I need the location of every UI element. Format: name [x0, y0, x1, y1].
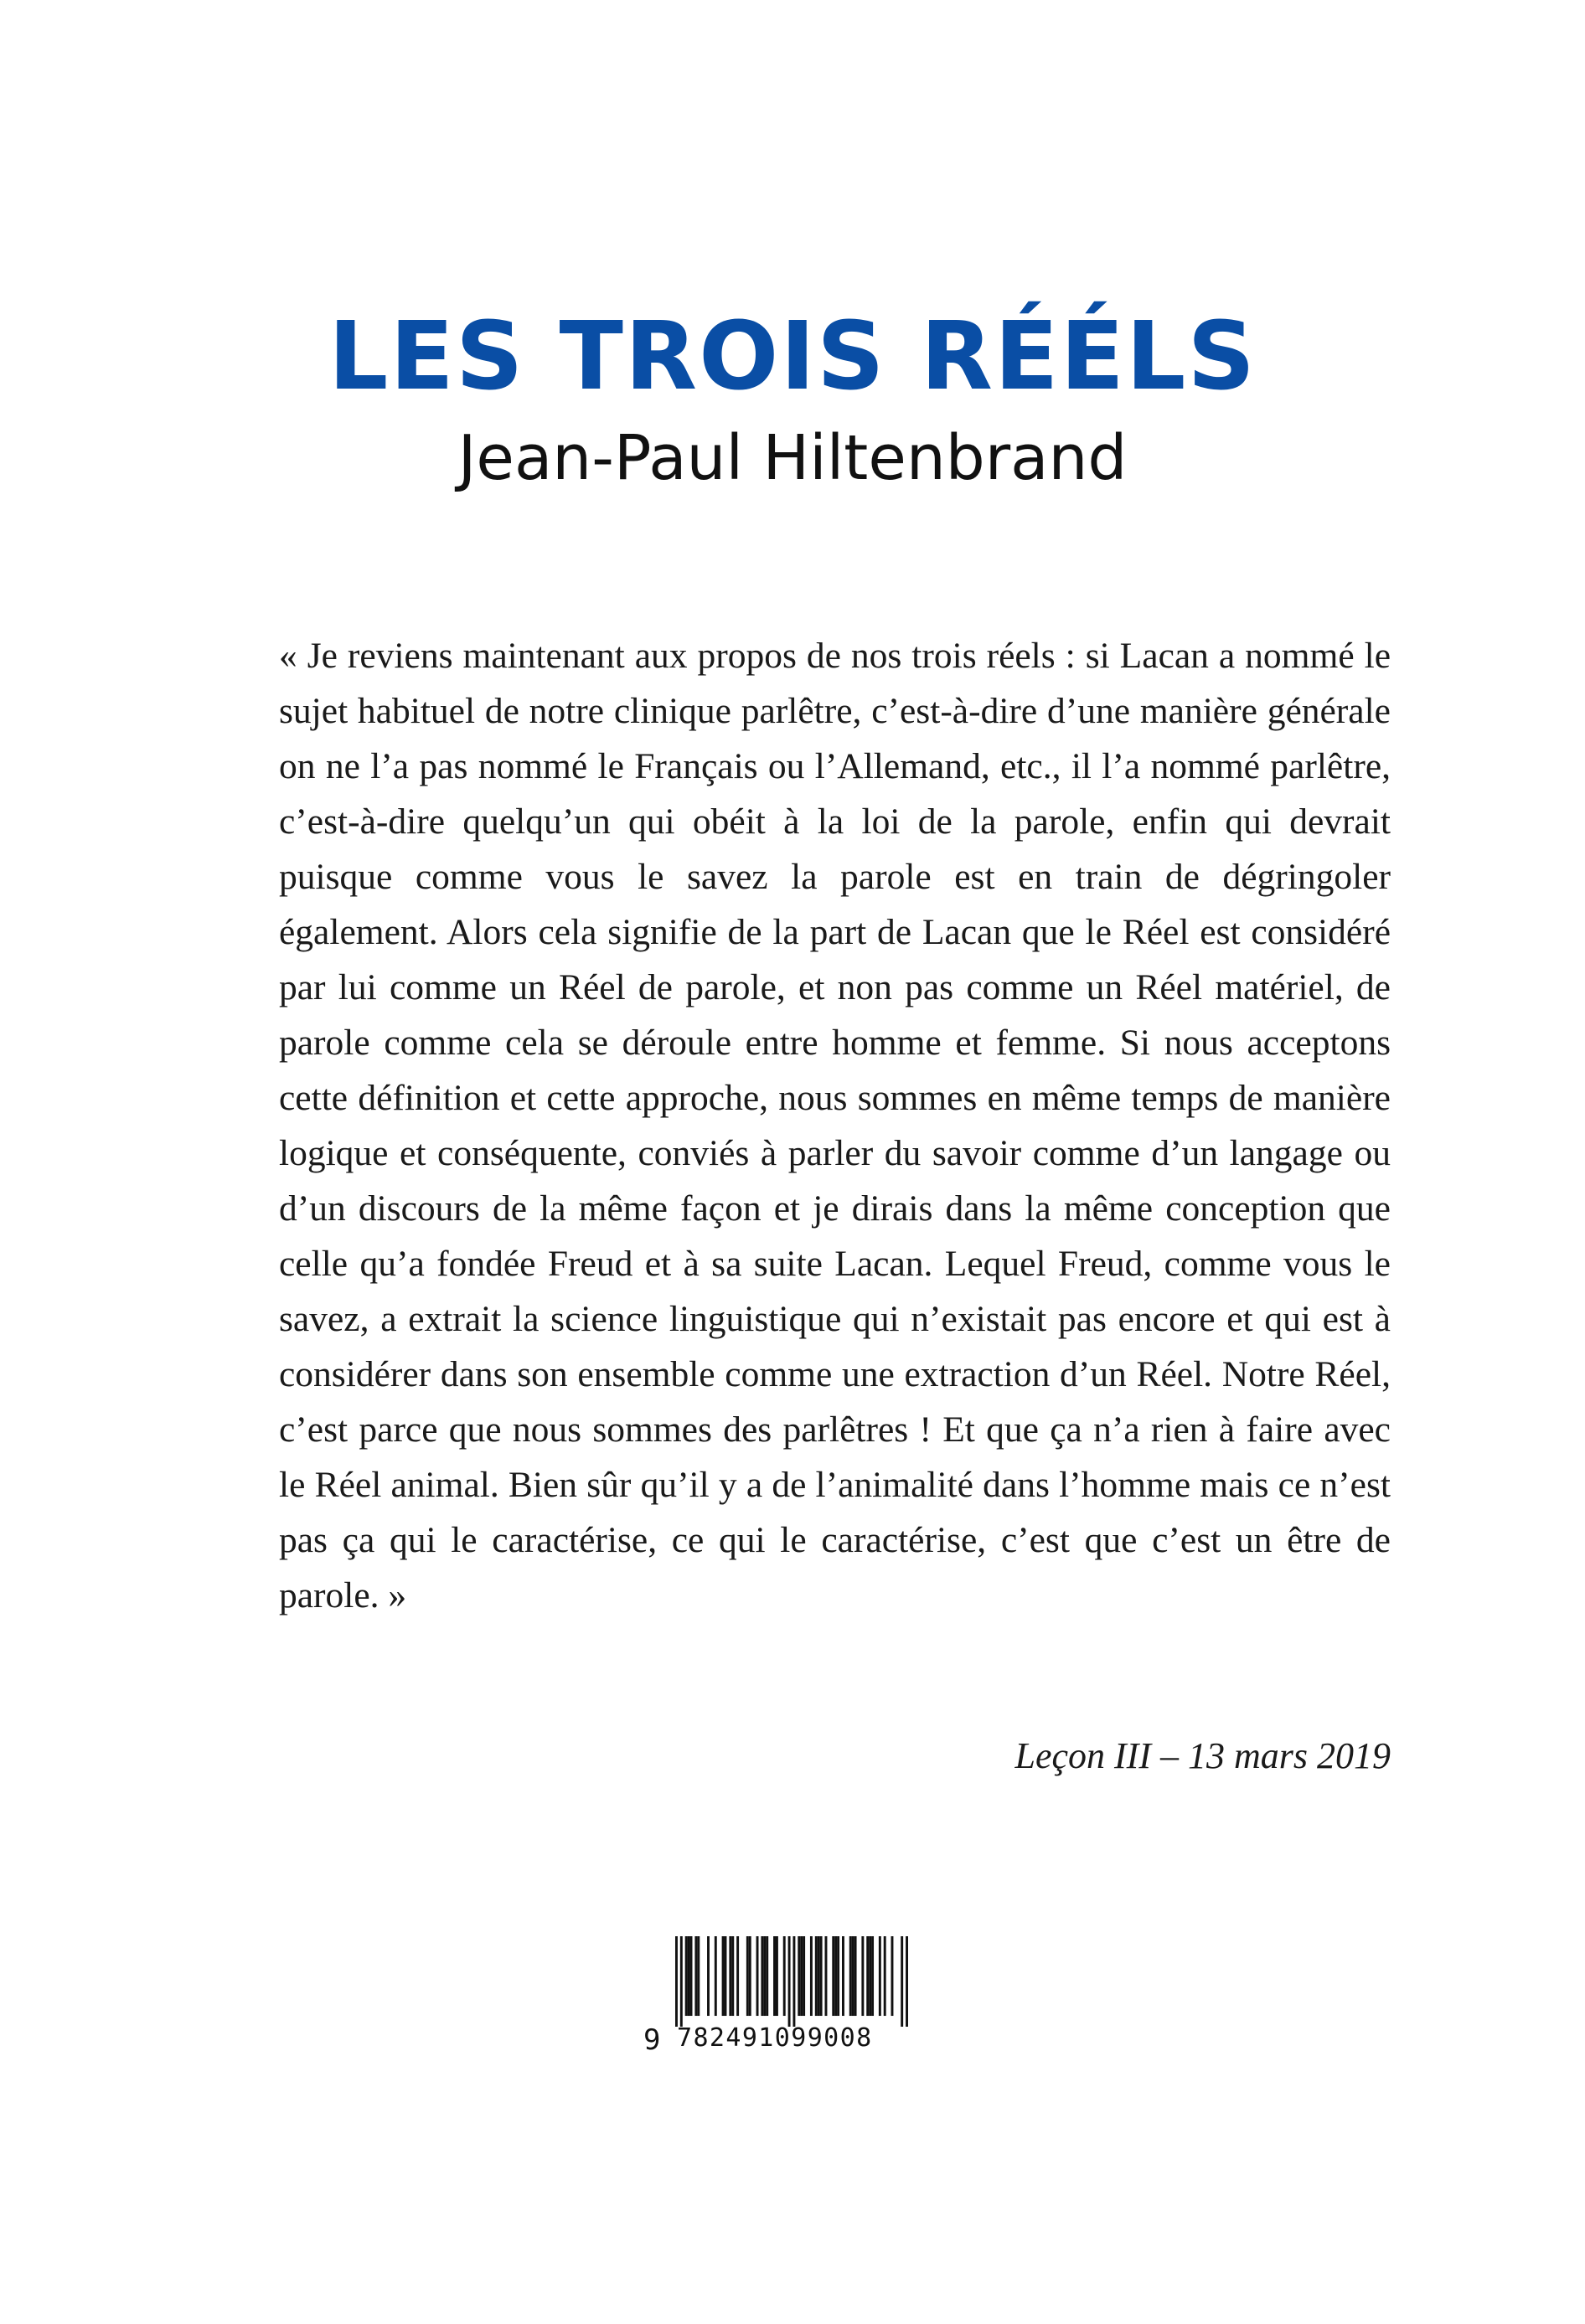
barcode-bar [792, 1936, 795, 2027]
barcode-bar [901, 1936, 903, 2027]
barcode-bar [866, 1936, 869, 2016]
barcode-bar [825, 1936, 828, 2016]
barcode-bar [869, 1936, 871, 2016]
barcode-bar [688, 1936, 690, 2016]
barcode-bar [800, 1936, 803, 2016]
isbn-barcode [643, 1936, 925, 2062]
barcode-bar [852, 1936, 854, 2016]
barcode-bar [906, 1936, 908, 2027]
barcode-bar [707, 1936, 710, 2016]
barcode-bar [746, 1936, 749, 2016]
barcode-bar [879, 1936, 881, 2016]
barcode-bar [871, 1936, 874, 2016]
barcode-bar [803, 1936, 805, 2016]
barcode-bar [675, 1936, 678, 2027]
barcode-bar [815, 1936, 818, 2016]
barcode-bar [773, 1936, 776, 2016]
barcode-bar [725, 1936, 727, 2016]
barcode-bar [766, 1936, 768, 2016]
barcode-bar [761, 1936, 763, 2016]
barcode-bar [884, 1936, 886, 2016]
barcode-bar [697, 1936, 700, 2016]
barcode-bar [832, 1936, 834, 2016]
barcode-bar [834, 1936, 837, 2016]
book-title: LES TROIS RÉÉLS [328, 302, 1257, 411]
barcode-bars [675, 1936, 908, 2027]
barcode-lead-digit: 9 [643, 2023, 661, 2057]
barcode-bar [715, 1936, 717, 2016]
author-name: Jean-Paul Hiltenbrand [457, 422, 1128, 494]
barcode-bar [756, 1936, 759, 2016]
barcode-digits: 782491099008 [677, 2023, 873, 2053]
barcode-bar [729, 1936, 731, 2016]
barcode-bar [849, 1936, 852, 2016]
barcode-bar [891, 1936, 894, 2016]
barcode-bar [837, 1936, 839, 2016]
barcode-bar [854, 1936, 857, 2016]
barcode-bar [783, 1936, 786, 2016]
barcode-bar [722, 1936, 725, 2016]
barcode-bar [694, 1936, 697, 2016]
barcode-bar [842, 1936, 844, 2016]
barcode-bar [763, 1936, 766, 2016]
barcode-bar [680, 1936, 683, 2027]
barcode-bar [818, 1936, 820, 2016]
barcode-bar [690, 1936, 693, 2016]
barcode-bar [685, 1936, 688, 2016]
barcode-bar [776, 1936, 778, 2016]
barcode-bar [820, 1936, 823, 2016]
blurb-quote: « Je reviens maintenant aux propos de nos trois réels : si Lacan a nommé le sujet habituel de notre clinique parlêtre, c’est-à-dire d’une manière générale on ne l’a pas nommé le Français ou l’Allemand, etc., il l’a nommé parlêtre, c’est-à-dire quelqu’un qui obéit à la loi de la parole, enfin qui devrait puisque comme vous le savez la parole est en train de dégringoler également. Alors cela signifie de la part de Lacan que le Réel est considéré par lui comme un Réel de parole, et non pas comme un Réel matériel, de parole comme cela se déroule entre homme et femme. Si nous acceptons cette définition et cette approche, nous sommes en même temps de manière logique et conséquente, conviés à parler du savoir comme d’un langage ou d’un discours de la même façon et je dirais dans la même conception que celle qu’a fondée Freud et à sa suite Lacan. Lequel Freud, comme vous le savez, a extrait la science linguistique qui n’existait pas encore et qui est à considérer dans son ensemble comme une extraction d’un Réel. Notre Réel, c’est parce que nous sommes des parlêtres ! Et que ça n’a rien à faire avec le Réel animal. Bien sûr qu’il y a de l’animalité dans l’homme mais ce n’est pas ça qui le caractérise, ce qui le caractérise, c’est que c’est un être de parole. » [279, 636, 1391, 1615]
barcode-bar [736, 1936, 739, 2016]
quote-citation: Leçon III – 13 mars 2019 [1015, 1735, 1391, 1776]
barcode-bar [798, 1936, 800, 2016]
barcode-bar [749, 1936, 751, 2016]
barcode-bar [788, 1936, 791, 2027]
barcode-bar [810, 1936, 813, 2016]
barcode-bar [731, 1936, 734, 2016]
barcode-bar [861, 1936, 864, 2016]
